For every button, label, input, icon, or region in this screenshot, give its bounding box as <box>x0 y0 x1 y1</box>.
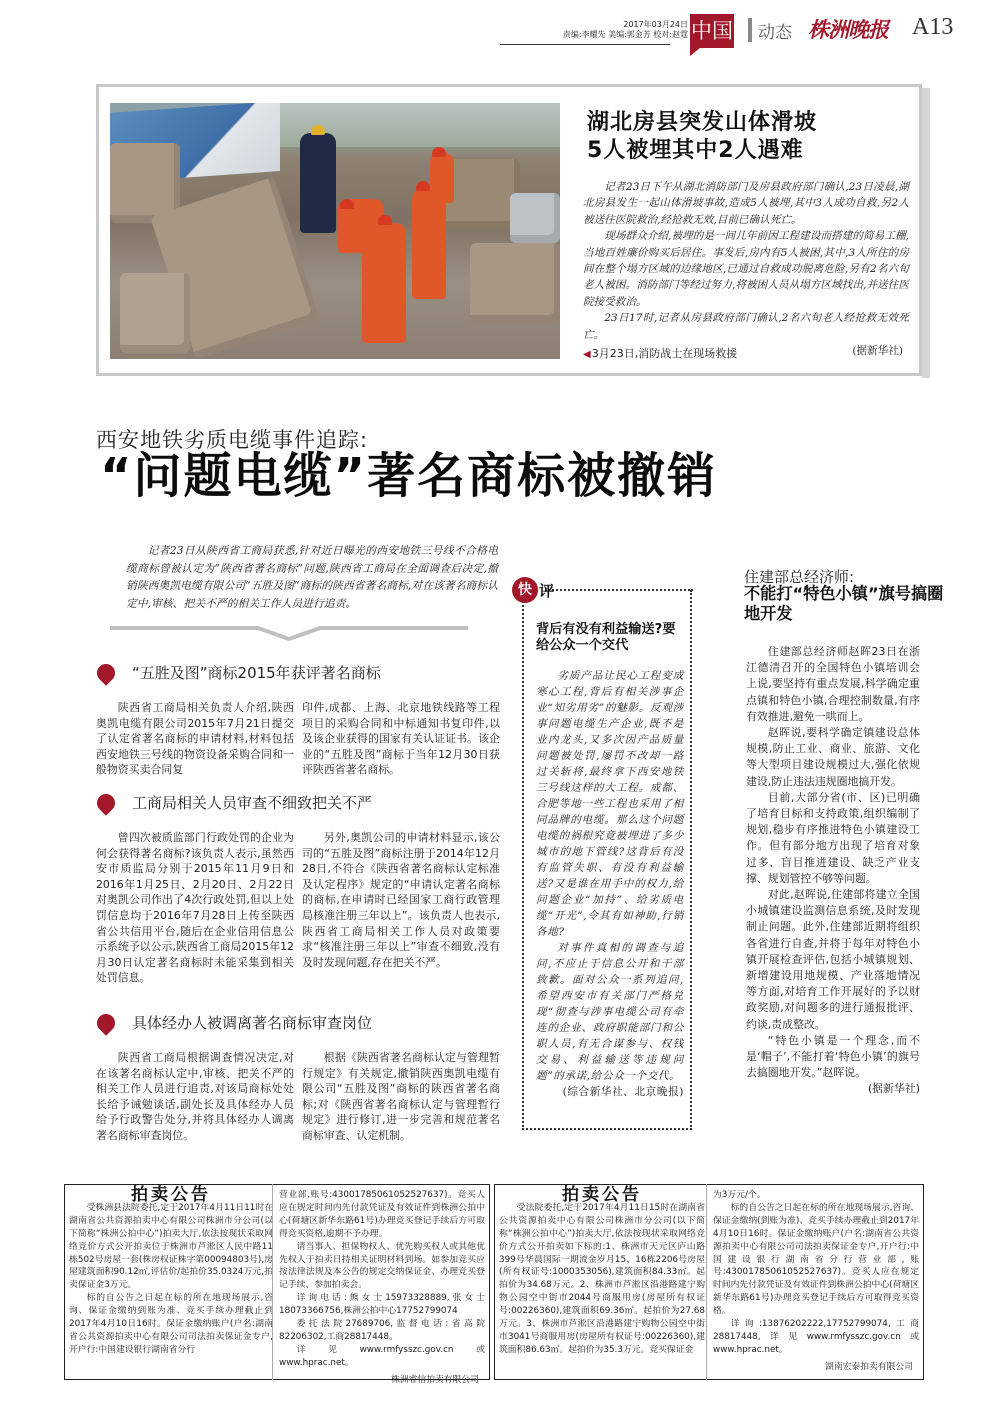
section-heading-text: 具体经办人被调离著名商标审查岗位 <box>132 1014 373 1032</box>
section-bullet-icon <box>93 790 118 815</box>
photo-helmet <box>340 199 354 209</box>
feature-headline-line2: 5人被埋其中2人遇难 <box>587 138 804 163</box>
ad-paragraph: 标的自公告之日起在标的所在地现场展示,咨询、保证金缴纳到账为准、竞买手续办理截止到2017年4月10日16时。保证金缴纳账户(户名:湖南省公共资源拍卖中心有限公司司法拍卖保证金专户,开户行:中国建设银行湖南省分行 <box>69 1293 273 1355</box>
auction-notice-2 <box>494 1184 924 1380</box>
feature-body <box>583 179 909 359</box>
ad-title: 拍卖公告 <box>131 1185 211 1205</box>
commentary-body <box>536 668 684 1100</box>
section-heading-text: “五胜及图”商标2015年获评著名商标 <box>132 664 381 682</box>
ad-column <box>713 1189 919 1374</box>
side-headline: 不能打“特色小镇”旗号搞圈地开发 <box>744 584 944 623</box>
photo-background <box>250 103 560 147</box>
section-heading <box>96 792 372 813</box>
ad-contact: 详询:13876202222,17752799074,工商28817448,详见www.rmfysszc.gov.cn或www.hprac.net。 <box>713 1319 919 1355</box>
main-lead-text: 记者23日从陕西省工商局获悉,针对近日曝光的西安地铁三号线不合格电缆商标曾被认定为“陕西省著名商标”问题,陕西省工商局在全面调查后决定,撤销陕西奥凯电缆有限公司“五胜及图”商标的陕西省著名商标,对在该著名商标认定中,审核、把关不严的相关工作人员进行追责。 <box>126 544 498 610</box>
photo-firefighter <box>430 153 454 203</box>
commentary-box-top-border <box>545 589 693 591</box>
photo-helmet <box>378 215 392 225</box>
issue-meta <box>563 20 688 40</box>
commentary-source: (综合新华社、北京晚报) <box>562 1086 684 1098</box>
ad-website: 详见www.rmfysszc.gov.cn或www.hprac.net。 <box>279 1344 485 1368</box>
side-paragraph: “特色小镇是一个理念,而不是‘帽子’,不能打着‘特色小镇’的旗号去搞圈地开发。”赵晖说。 <box>746 1033 920 1080</box>
photo-caption <box>583 345 737 361</box>
commentary-badge <box>512 577 554 603</box>
issue-date: 2017年03月24日 <box>623 20 688 29</box>
rescue-photo <box>110 103 560 359</box>
feature-paragraph: 记者23日下午从湖北消防部门及房县政府部门确认,23日凌晨,湖北房县发生一起山体滑坡事故,造成5人被埋,其中3人成功自救,另2人被送往医院救治,经抢救无效,目前已确认死亡。 <box>583 181 909 226</box>
feature-story <box>96 84 922 376</box>
caption-pointer-icon: ◀ <box>583 349 591 360</box>
section-column <box>96 1050 294 1144</box>
editor-credits: 责编:李耀先 美编:郭金芳 校对:赵霆 <box>562 30 688 39</box>
feature-paragraph: 23日17时,记者从房县政府部门确认,2名六旬老人经抢救无效死亡。 <box>583 312 909 341</box>
ad-title: 拍卖公告 <box>562 1185 642 1205</box>
ad-column-divider <box>272 1184 273 1380</box>
paper-logo: 株洲晚报 <box>808 17 888 42</box>
section-column <box>302 700 500 778</box>
section-heading-text: 工商局相关人员审查不细致把关不严 <box>132 794 373 812</box>
section-paragraph: 另外,奥凯公司的申请材料显示,该公司的“五胜及图”商标注册于2014年12月28日,不符合《陕西省著名商标认定标准及认定程序》规定的“申请认定著名商标的商标,在申请时已经国家工商行政管理局核准注册三年以上”。该负责人也表示,陕西省工商局相关工作人员对政策要求“核准注册三年以上”审查不细致,没有及时发现问题,存在把关不严。 <box>302 831 500 969</box>
commentary-badge-char: 快 <box>512 577 538 603</box>
photo-caption-text: 3月23日,消防战士在现场救援 <box>591 347 738 360</box>
side-paragraph: 赵晖说,要科学确定镇建设总体规模,防止工业、商业、旅游、文化等大型项目建设规模过大,强化依规建设,防止违法违规圈地搞开发。 <box>746 726 920 788</box>
section-paragraph: 根据《陕西省著名商标认定与管理暂行规定》有关规定,撤销陕西奥凯电缆有限公司“五胜及图”商标的陕西省著名商标;对《陕西省著名商标认定与管理暂行规定》进行修订,进一步完善和规范著名商标审查、认定机制。 <box>302 1051 500 1142</box>
ad-column <box>499 1185 705 1357</box>
main-headline: “问题电缆”著名商标被撤销 <box>100 448 718 504</box>
photo-firefighter <box>300 133 336 233</box>
side-body <box>746 644 920 1098</box>
ad-signature: 湖南宏泰拍卖有限公司 <box>825 1361 913 1372</box>
ad-signature: 株洲睿信拍卖有限公司 <box>391 1374 479 1385</box>
feature-paragraph: 现场群众介绍,被埋的是一间几年前因工程建设而搭建的简易工棚,当地百姓廉价购买后居住。事发后,房内有5人被困,其中,3人所住的房间在整个塌方区域的边缘地区,已通过自救成功脱离危险,另有2名六旬老人被困。消防部门等经过努力,将被困人员从塌方区域找出,并送往医院接受救治。 <box>583 230 909 308</box>
auction-notice-1 <box>64 1184 490 1385</box>
side-kicker: 住建部总经济师: <box>744 568 855 586</box>
side-paragraph: 目前,大部分省(市、区)已明确了培育目标和支持政策,组织编制了规划,稳步有序推进特色小镇建设工作。但有部分地方出现了培育对象过多、盲目推进建设、缺乏产业支撑、规划管控不够等问题。 <box>746 790 920 885</box>
section-column <box>302 1050 500 1144</box>
section-paragraph: 陕西省工商局根据调查情况决定,对在该著名商标认定中,审核、把关不严的相关工作人员进行追责,对该局商标处处长给予诫勉谈话,副处长及具体经办人员给予行政警告处分,并将具体经办人调离著名商标审查岗位。 <box>96 1051 294 1142</box>
side-source: (据新华社) <box>867 1082 920 1096</box>
ad-contact: 委托法院27689706,监督电话:省高院82206302,工商28817448。 <box>279 1319 485 1342</box>
ad-column-divider <box>706 1184 707 1380</box>
photo-helmet <box>416 181 430 191</box>
masthead-rule <box>500 44 670 45</box>
section-badge: 中国 <box>690 14 734 48</box>
section-divider <box>748 18 752 42</box>
ad-paragraph: 受株洲县法院委托,定于2017年4月11日11时在湖南省公共资源拍卖中心有限公司株洲市分公司(以下简称“株洲公拍中心”)拍卖大厅,依法按现状采取网络竞价方式公开拍卖位于株洲市芦淞区人民中路11栋502号房屋一套(株房权证株字第00094803号),房屋建筑面积90.12㎡,评估价/起拍价35.0324万元,拍卖保证金3万元。 <box>69 1202 273 1291</box>
commentary-badge-label: 评 <box>539 581 555 600</box>
ad-paragraph: 标的自公告之日起在标的所在地现场展示,咨询、保证金缴纳(到账为准)、竞买手续办理截止到2017年4月10日16时。保证金缴纳账户(户名:湖南省公共资源拍卖中心有限公司司法拍卖保证金专户,开户行:中国建设银行湖南省分行营业部,账号:43001785061052527637)。竞买人应在规定时间内先付款凭证及有效证件到株洲公拍中心(荷塘区新华东路61号)办理竞买登记手续后方可取得竞买资格。 <box>713 1202 919 1317</box>
section-column <box>96 830 294 986</box>
feature-source: (据新华社) <box>852 345 903 358</box>
main-lead <box>126 542 498 612</box>
feature-shadow <box>922 88 930 378</box>
feature-headline-line1: 湖北房县突发山体滑坡 <box>587 110 818 135</box>
section-bullet-icon <box>93 660 118 685</box>
photo-firefighter <box>412 189 446 299</box>
section-paragraph: 印件,成都、上海、北京地铁线路等工程项目的采购合同和中标通知书复印件,以及该企业获得的国家有关认证证书。该企业的“五胜及图”商标于当年12月30日获评陕西省著名商标。 <box>302 701 500 777</box>
photo-rock <box>510 193 560 243</box>
ad-paragraph: 受法院委托,定于2017年4月11日15时在湖南省公共资源拍卖中心有限公司株洲市分公司(以下简称“株洲公拍中心”)拍卖大厅,依法按现状采取网络竞价方式公开拍卖如下标的:1、株洲市天元区庐山路399号华晨国际一期流金岁月15、16栋2206号房屋(所有权证号:1000353056),建筑面积84.33㎡。起拍价为34.68万元。2、株洲市芦淞区沿港路建宁购物公园空中街市2044号商服用房(房屋所有权证号:00226360),建筑面积69.36㎡。起拍价为27.68万元。3、株洲市芦淞区沿港路建宁购物公园空中街市3041号商服用房(房屋所有权证号:00226360),建筑面积86.63㎡。起拍价为35.3万元。竞买保证金 <box>499 1202 705 1355</box>
section-heading <box>96 662 381 683</box>
ad-column <box>279 1189 485 1387</box>
photo-firefighter <box>362 223 406 343</box>
photo-helmet <box>432 147 446 157</box>
side-paragraph: 对此,赵晖说,住建部将建立全国小城镇建设监测信息系统,及时发现制止问题。此外,住建部近期将组织各省进行自查,并将于每年对特色小镇开展检查评估,包括小城镇规划、新增建设用地规模、产业落地情况等方面,对培育工作开展好的予以财政奖励,对问题多的进行通报批评、约谈,责成整改。 <box>746 888 920 1031</box>
subsection-label: 动态 <box>758 23 792 43</box>
section-heading <box>96 1012 372 1033</box>
section-paragraph: 曾四次被质监部门行政处罚的企业为何会获得著名商标?该负责人表示,虽然西安市质监局分别于2015年11月9日和2016年1月25日、2月20日、2月22日对奥凯公司作出了4次行政处罚,但以上处罚信息均于2016年7月28日上传至陕西省公共信用平台,随后在企业信用信息公示系统予以公示,陕西省工商局2015年12月30日认定著名商标时未能采集到相关处罚信息。 <box>96 831 294 985</box>
page-number: A13 <box>912 14 954 40</box>
ad-paragraph: 请当事人、担保物权人、优先购买权人或其他优先权人于拍卖日持相关证明材料到场。如参加竞买应按法律法规及本公告的规定交纳保证金、办理竞买登记手续、参加拍卖会。 <box>279 1241 485 1291</box>
side-paragraph: 住建部总经济师赵晖23日在浙江德清召开的全国特色小镇培训会上说,要坚持有重点发展,科学确定重点镇和特色小镇,合理控制数量,有序有效推进,避免一哄而上。 <box>746 645 920 723</box>
page-masthead <box>0 0 986 60</box>
ad-column <box>69 1185 273 1357</box>
photo-rock <box>120 273 190 353</box>
ad-contact: 详询电话:熊女士15973328889,张女士18073366756,株洲公拍中心17752799074 <box>279 1293 485 1317</box>
feature-headline <box>587 109 817 165</box>
main-kicker: 西安地铁劣质电缆事件追踪: <box>96 428 369 452</box>
photo-helmet <box>311 125 325 135</box>
commentary-paragraph: 劣质产品让民心工程变成寒心工程,背后有相关涉事企业“知劣用劣”的魅影。反观涉事问题电缆生产企业,既不是业内龙头,又多次因产品质量问题被处罚,屡罚不改却一路过关斩将,最终拿下西安地铁三号线这样的大工程。成都、合肥等地一些工程也采用了相同品牌的电缆。那么这个问题电缆的祸根究竟被埋进了多少城市的地下管线?这背后有没有监管失职、有没有利益输送?又是谁在用手中的权力,给问题企业“加持”、给劣质电缆“开光”,令其有如神助,行销各地? <box>536 670 684 938</box>
ad-paragraph: 为3万元/个。 <box>713 1190 766 1200</box>
section-column <box>302 830 500 970</box>
section-paragraph: 陕西省工商局相关负责人介绍,陕西奥凯电缆有限公司2015年7月21日提交了认定省著名商标的申请材料,材料包括西安地铁三号线的物资设备采购合同和一般物资买卖合同复 <box>96 701 294 777</box>
section-bullet-icon <box>93 1010 118 1035</box>
lead-divider <box>110 624 468 642</box>
commentary-title: 背后有没有利益输送?要给公众一个交代 <box>536 622 676 653</box>
photo-rock <box>470 243 560 323</box>
section-column <box>96 700 294 778</box>
commentary-paragraph: 对事件真相的调查与追问,不应止于信息公开和干部致歉。面对公众一系列追问,希望西安市有关部门严格兑现“彻查与涉事电缆公司有牵连的企业、政府职能部门和公职人员,有无合谋参与、权钱交易、利益输送等违规问题”的承诺,给公众一个交代。 <box>536 942 684 1082</box>
ad-paragraph: 营业部,账号:43001785061052527637)。竞买人应在规定时间内先付款凭证及有效证件到株洲公拍中心(荷塘区新华东路61号)办理竞买登记手续后方可取得竞买资格,逾期不予办理。 <box>279 1190 485 1239</box>
